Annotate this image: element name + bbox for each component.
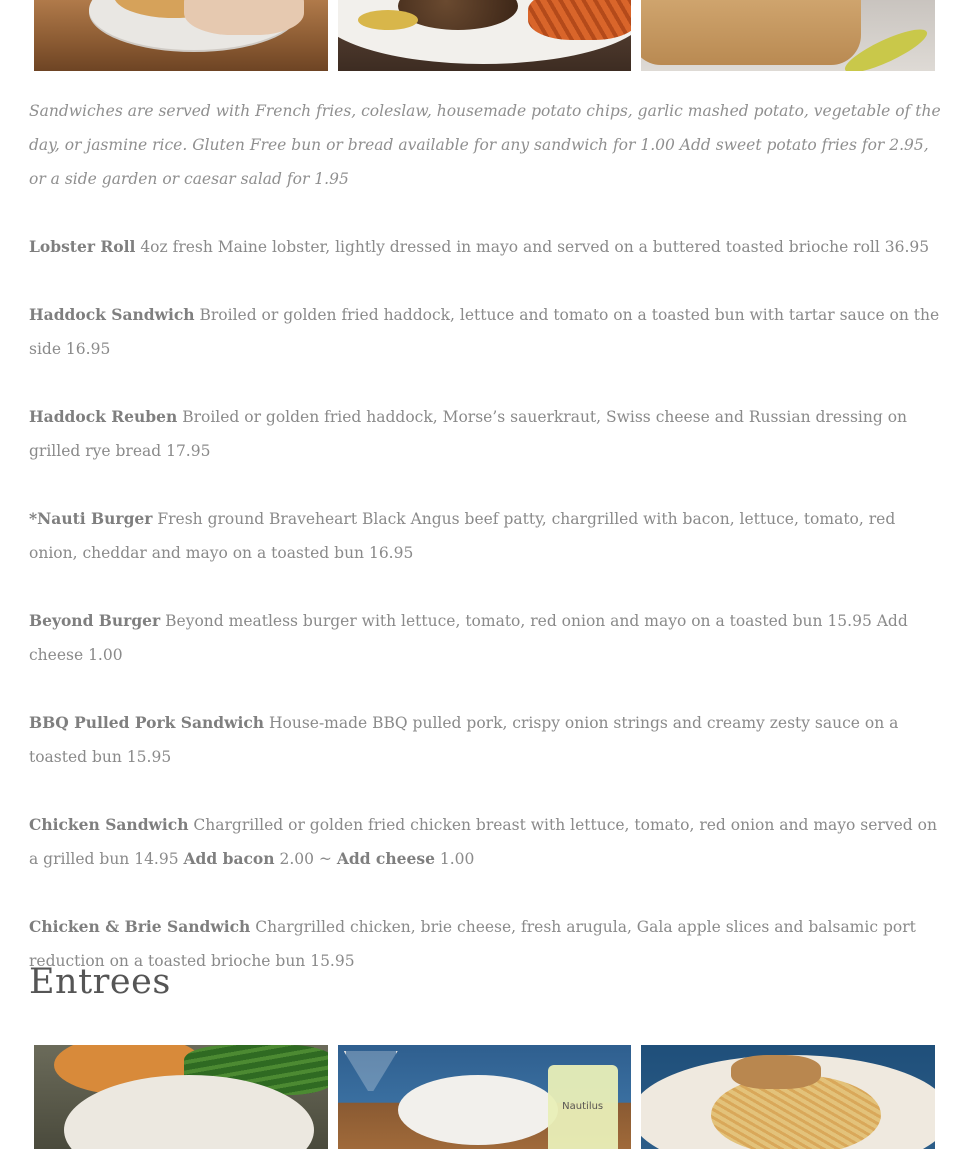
item-description: Beyond meatless burger with lettuce, tomato, red onion and mayo on a toasted bun 15.95 Add cheese 1.00 xyxy=(29,612,908,664)
item-name: BBQ Pulled Pork Sandwich xyxy=(29,713,265,732)
item-name: Beyond Burger xyxy=(29,611,161,630)
menu-item-bbq-pulled-pork xyxy=(29,706,941,774)
item-description: Chargrilled or golden fried chicken breast with lettuce, tomato, red onion and mayo served on a grilled bun 14.95 xyxy=(29,816,937,868)
item-description: 4oz fresh Maine lobster, lightly dressed in mayo and served on a buttered toasted brioche roll 36.95 xyxy=(135,238,930,256)
entrees-photo-row xyxy=(34,1045,935,1149)
item-description: Broiled or golden fried haddock, lettuce and tomato on a toasted bun with tartar sauce on the side 16.95 xyxy=(29,306,940,358)
menu-item-haddock-sandwich xyxy=(29,298,941,366)
entree-photo-1 xyxy=(34,1045,328,1149)
item-name: *Nauti Burger xyxy=(29,509,153,528)
margarita-glass xyxy=(548,1065,618,1149)
entree-photo-3 xyxy=(641,1045,935,1149)
sandwich-menu xyxy=(29,94,941,1012)
item-name: Lobster Roll xyxy=(29,237,136,256)
item-description: House-made BBQ pulled pork, crispy onion strings and creamy zesty sauce on a toasted bun 15.95 xyxy=(29,714,899,766)
entrees-heading: Entrees xyxy=(29,962,171,1002)
menu-item-lobster-roll xyxy=(29,230,941,264)
addon-bacon-label: Add bacon xyxy=(183,849,275,868)
item-description: Fresh ground Braveheart Black Angus beef patty, chargrilled with bacon, lettuce, tomato, red onion, cheddar and mayo on a toasted bun 16.95 xyxy=(29,510,896,562)
sandwich-photo-1 xyxy=(34,0,328,71)
addon-bacon-price: 2.00 ~ xyxy=(274,850,337,868)
menu-item-chicken-sandwich xyxy=(29,808,941,876)
item-description: Broiled or golden fried haddock, Morse’s sauerkraut, Swiss cheese and Russian dressing on grilled rye bread 17.95 xyxy=(29,408,908,460)
sandwich-photo-3 xyxy=(641,0,935,71)
sandwich-intro: Sandwiches are served with French fries, coleslaw, housemade potato chips, garlic mashed potato, vegetable of the day, or jasmine rice. Gluten Free bun or bread available for any sandwich for 1.00 Add sweet potato fries for 2.95, or a side garden or caesar salad for 1.95 xyxy=(29,102,941,188)
addon-cheese-price: 1.00 xyxy=(434,850,475,868)
sandwich-photo-row xyxy=(34,0,935,71)
addon-cheese-label: Add cheese xyxy=(336,849,435,868)
entree-photo-2 xyxy=(338,1045,632,1149)
glass-label: Nautilus xyxy=(562,1101,604,1112)
menu-item-haddock-reuben xyxy=(29,400,941,468)
item-description: Chargrilled chicken, brie cheese, fresh arugula, Gala apple slices and balsamic port reduction on a toasted brioche bun 15.95 xyxy=(29,918,916,970)
item-name: Haddock Sandwich xyxy=(29,305,195,324)
menu-item-beyond-burger xyxy=(29,604,941,672)
item-name: Chicken Sandwich xyxy=(29,815,189,834)
item-name: Chicken & Brie Sandwich xyxy=(29,917,251,936)
sandwich-photo-2 xyxy=(338,0,632,71)
item-name: Haddock Reuben xyxy=(29,407,178,426)
menu-item-nauti-burger xyxy=(29,502,941,570)
